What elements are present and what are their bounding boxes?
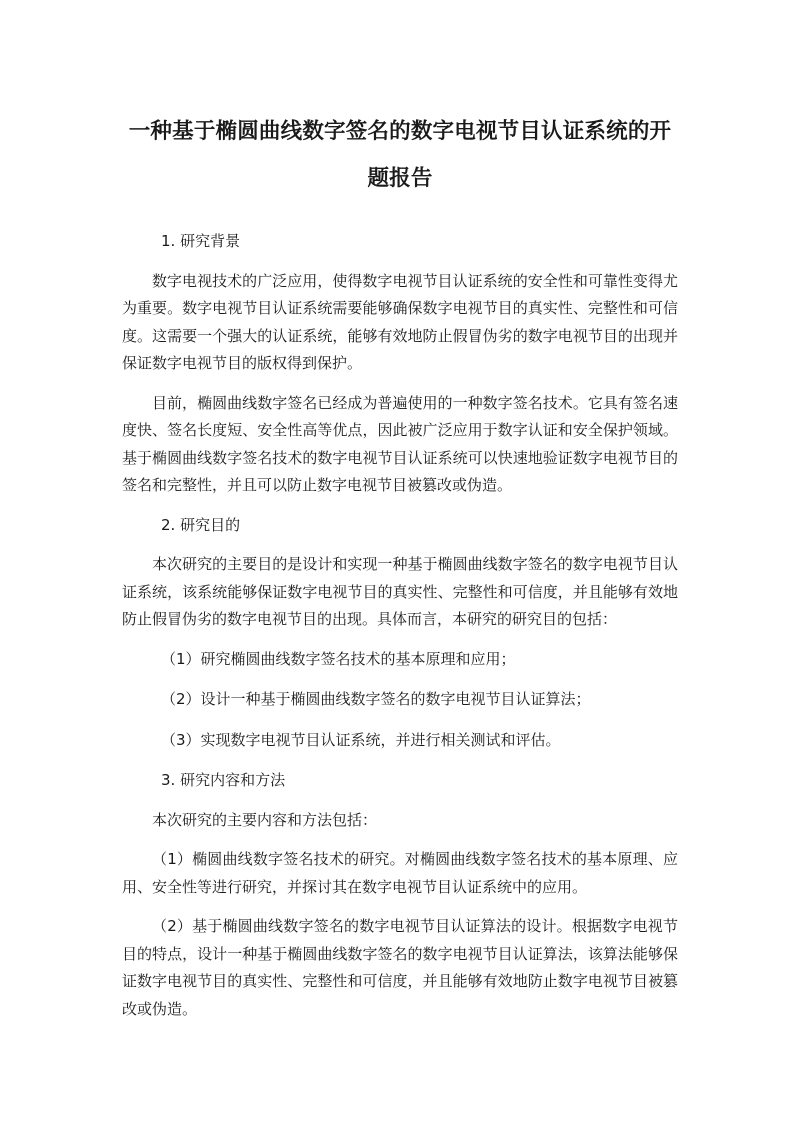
document-body — [122, 228, 678, 1035]
document-title: 一种基于椭圆曲线数字签名的数字电视节目认证系统的开题报告 — [128, 119, 672, 191]
body-paragraph: 数字电视技术的广泛应用，使得数字电视节目认证系统的安全性和可靠性变得尤为重要。数字电视节目认证系统需要能够确保数字电视节目的真实性、完整性和可信度。这需要一个强大的认证系统，能够有效地防止假冒伪劣的数字电视节目的出现并保证数字电视节目的版权得到保护。 — [122, 271, 678, 372]
lead-sentence: 本次研究的主要内容和方法包括： — [152, 810, 378, 829]
section-heading-background: 1. 研究背景 — [161, 232, 241, 250]
body-paragraph: （2）基于椭圆曲线数字签名的数字电视节目认证算法的设计。根据数字电视节目的特点，设计一种基于椭圆曲线数字签名的数字电视节目认证算法，该算法能够保证数字电视节目的真实性、完整性和可信度，并且能够有效地防止数字电视节目被篡改或伪造。 — [122, 917, 678, 1018]
body-paragraph: 本次研究的主要目的是设计和实现一种基于椭圆曲线数字签名的数字电视节目认证系统，该系统能够保证数字电视节目的真实性、完整性和可信度，并且能够有效地防止假冒伪劣的数字电视节目的出现。具体而言，本研究的研究目的包括： — [122, 555, 678, 628]
body-paragraph: （1）椭圆曲线数字签名技术的研究。对椭圆曲线数字签名技术的基本原理、应用、安全性等进行研究，并探讨其在数字电视节目认证系统中的应用。 — [122, 850, 678, 896]
section-heading-content-methods: 3. 研究内容和方法 — [161, 771, 286, 789]
list-item: （2）设计一种基于椭圆曲线数字签名的数字电视节目认证算法； — [161, 690, 591, 708]
list-item: （1）研究椭圆曲线数字签名技术的基本原理和应用； — [161, 649, 516, 668]
section-heading-purpose: 2. 研究目的 — [161, 515, 241, 534]
list-item: （3）实现数字电视节目认证系统，并进行相关测试和评估。 — [161, 730, 561, 749]
body-paragraph: 目前，椭圆曲线数字签名已经成为普遍使用的一种数字签名技术。它具有签名速度快、签名长度短、安全性高等优点，因此被广泛应用于数字认证和安全保护领域。基于椭圆曲线数字签名技术的数字电视节目认证系统可以快速地验证数字电视节目的签名和完整性，并且可以防止数字电视节目被篡改或伪造。 — [122, 393, 678, 494]
